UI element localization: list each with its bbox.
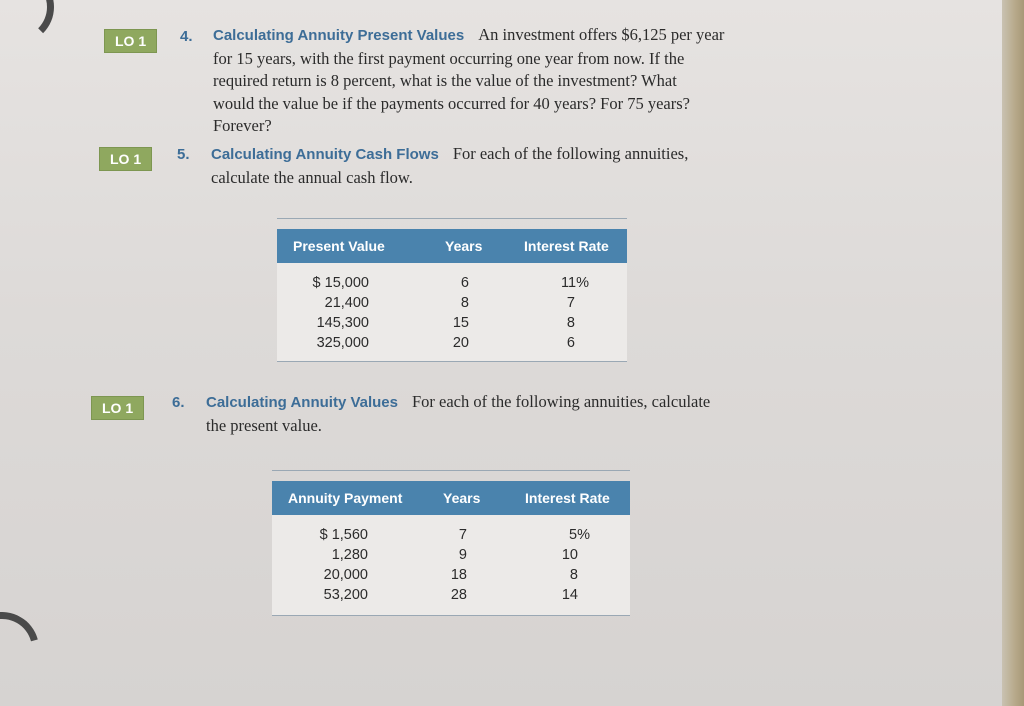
table-cell: 8 <box>566 315 575 331</box>
column-header: Years <box>445 238 483 254</box>
column-header: Present Value <box>293 238 385 254</box>
table-body <box>277 263 627 362</box>
table-row <box>277 294 627 314</box>
table-cell: 9 <box>458 547 467 563</box>
binder-ring-bottom <box>0 598 53 699</box>
column-header: Interest Rate <box>525 490 610 506</box>
learning-objective-badge: LO 1 <box>92 397 143 419</box>
table-cell: 20 <box>452 335 469 351</box>
problem-text-line: would the value be if the payments occurred for 40 years? For 75 years? <box>213 93 690 113</box>
table-row <box>277 334 627 354</box>
table-row <box>277 274 627 294</box>
annuity-value-table <box>272 470 630 616</box>
table-cell: 145,300 <box>316 315 369 331</box>
table-cell: 20,000 <box>323 567 368 583</box>
problem-text-line: calculate the annual cash flow. <box>211 167 413 187</box>
table-cell: 18 <box>450 567 467 583</box>
table-cell: 325,000 <box>316 335 369 351</box>
problem-number: 5. <box>177 146 190 163</box>
problem-text-line: For each of the following annuities, <box>452 144 689 163</box>
problem-5 <box>211 143 811 189</box>
problem-text-line: the present value. <box>206 415 322 435</box>
table-cell: 7 <box>566 295 575 311</box>
table-row <box>272 526 630 546</box>
table-cell: 5% <box>569 527 590 543</box>
learning-objective-badge: LO 1 <box>105 30 156 52</box>
problem-title: Calculating Annuity Values <box>206 394 398 411</box>
table-cell: 11% <box>561 275 589 291</box>
table-cell: 15 <box>452 315 469 331</box>
present-value-table <box>277 218 627 362</box>
problem-number: 6. <box>172 394 185 411</box>
table-cell: 6 <box>460 275 469 291</box>
problem-6 <box>206 391 826 437</box>
table-cell: 7 <box>458 527 467 543</box>
column-header: Interest Rate <box>524 238 609 254</box>
table-header <box>277 229 627 263</box>
table-cell: 6 <box>566 335 575 351</box>
table-cell: $ 1,560 <box>319 527 368 543</box>
table-cell: 21,400 <box>324 295 369 311</box>
problem-text-line: for 15 years, with the first payment occurring one year from now. If the <box>213 48 685 68</box>
page-edge <box>1002 0 1024 706</box>
problem-title: Calculating Annuity Cash Flows <box>211 146 439 163</box>
table-cell: 8 <box>569 567 578 583</box>
problem-title: Calculating Annuity Present Values <box>213 27 465 44</box>
problem-4 <box>213 24 813 138</box>
binder-ring-top <box>0 0 54 44</box>
table-cell: 8 <box>460 295 469 311</box>
problem-text-line: For each of the following annuities, calculate <box>411 392 711 411</box>
table-row <box>272 586 630 606</box>
table-cell: 10 <box>561 547 578 563</box>
column-header: Years <box>443 490 481 506</box>
table-cell: 53,200 <box>323 587 368 603</box>
column-header: Annuity Payment <box>288 490 403 506</box>
table-row <box>277 314 627 334</box>
problem-text-line: required return is 8 percent, what is the value of the investment? What <box>213 71 677 90</box>
table-cell: 14 <box>561 587 578 603</box>
table-cell: $ 15,000 <box>312 275 369 291</box>
table-body <box>272 515 630 616</box>
table-row <box>272 566 630 586</box>
table-header <box>272 481 630 515</box>
table-cell: 1,280 <box>331 547 368 563</box>
problem-text-line: An investment offers $6,125 per year <box>478 25 725 44</box>
problem-text-line: Forever? <box>213 116 272 135</box>
table-row <box>272 546 630 566</box>
table-cell: 28 <box>450 587 467 603</box>
problem-number: 4. <box>180 28 193 45</box>
learning-objective-badge: LO 1 <box>100 148 151 170</box>
